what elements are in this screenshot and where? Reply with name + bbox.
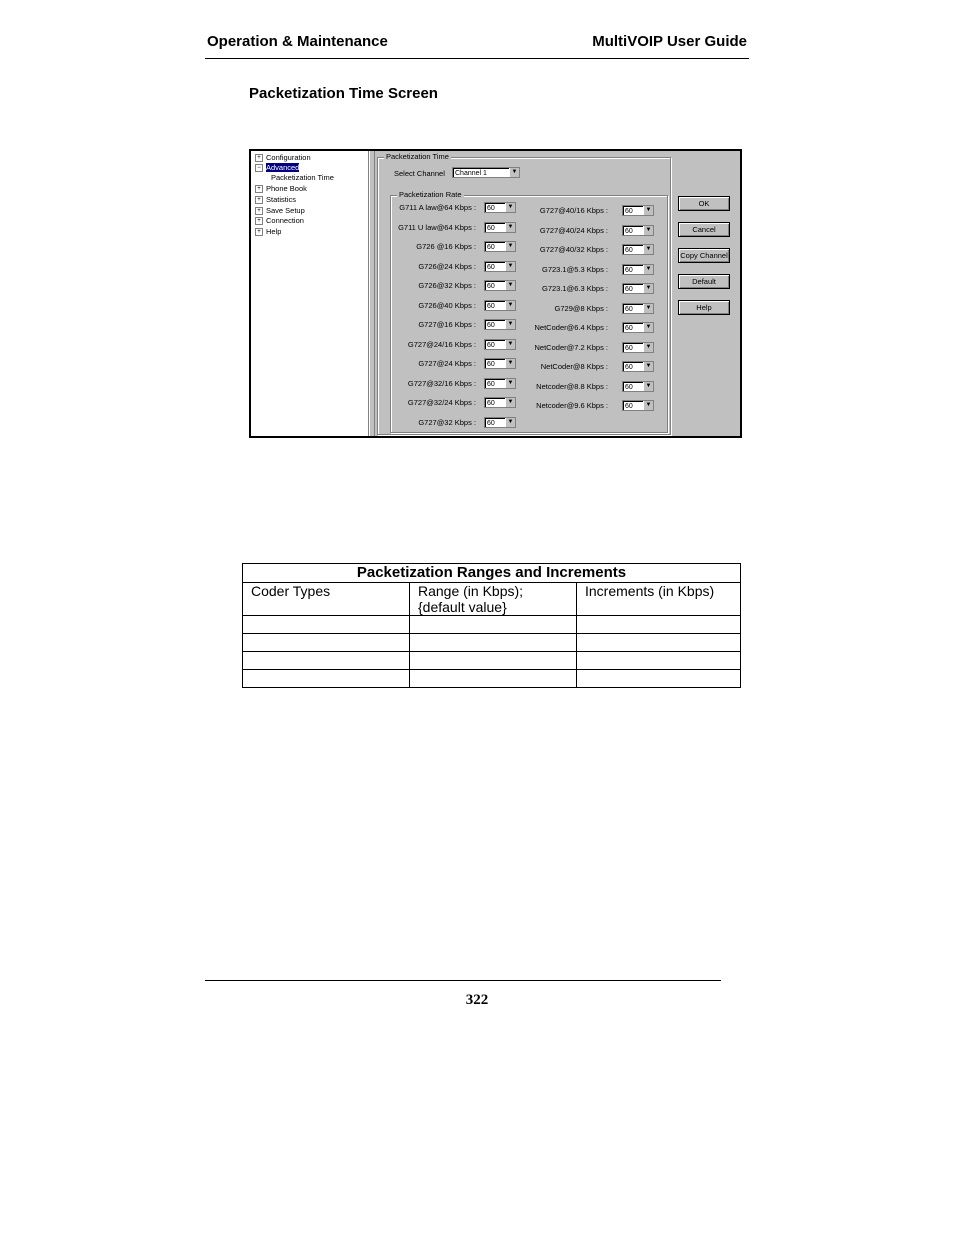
dropdown-arrow-icon[interactable]: ▼ bbox=[505, 398, 515, 407]
coder-label: G727@32/16 Kbps : bbox=[407, 378, 476, 388]
packetization-select[interactable]: 60 ▼ bbox=[484, 300, 516, 311]
header-right: MultiVOIP User Guide bbox=[592, 33, 747, 50]
packetization-select[interactable]: 60 ▼ bbox=[622, 205, 654, 216]
packetization-select[interactable]: 60 ▼ bbox=[622, 342, 654, 353]
expand-icon[interactable]: + bbox=[255, 228, 263, 236]
dropdown-arrow-icon[interactable]: ▼ bbox=[643, 206, 653, 215]
table-cell bbox=[410, 634, 577, 652]
expand-icon[interactable]: + bbox=[255, 217, 263, 225]
dropdown-arrow-icon[interactable]: ▼ bbox=[643, 245, 653, 254]
table-cell bbox=[243, 652, 410, 670]
table-row bbox=[243, 616, 741, 634]
packetization-select[interactable]: 60 ▼ bbox=[484, 280, 516, 291]
table-cell bbox=[577, 616, 741, 634]
packetization-select[interactable]: 60 ▼ bbox=[484, 202, 516, 213]
packetization-select[interactable]: 60 ▼ bbox=[622, 361, 654, 372]
dropdown-arrow-icon[interactable]: ▼ bbox=[643, 382, 653, 391]
dropdown-arrow-icon[interactable]: ▼ bbox=[505, 203, 515, 212]
coder-label: G727@24 Kbps : bbox=[418, 359, 476, 368]
coder-label: G726 @16 Kbps : bbox=[416, 242, 476, 251]
expand-icon[interactable]: + bbox=[255, 207, 263, 215]
packetization-select[interactable]: 60 ▼ bbox=[484, 397, 516, 408]
tree-item-statistics[interactable]: + Statistics bbox=[255, 195, 296, 205]
coder-label: G727@40/24 Kbps : bbox=[539, 225, 608, 235]
tree-item-save-setup[interactable]: + Save Setup bbox=[255, 206, 305, 216]
tree-item-help[interactable]: + Help bbox=[255, 227, 281, 237]
column-header-coder-types: Coder Types bbox=[243, 583, 410, 616]
splitter[interactable] bbox=[369, 151, 375, 436]
column-header-range: Range (in Kbps); {default value} bbox=[410, 583, 577, 616]
expand-icon[interactable]: + bbox=[255, 154, 263, 162]
column-header-increments: Increments (in Kbps) bbox=[577, 583, 741, 616]
coder-label: G727@32/24 Kbps : bbox=[407, 398, 476, 407]
dropdown-arrow-icon[interactable]: ▼ bbox=[505, 340, 515, 349]
table-cell bbox=[243, 670, 410, 688]
header-rule bbox=[205, 58, 749, 59]
coder-label: G727@16 Kbps : bbox=[418, 320, 476, 329]
dropdown-arrow-icon[interactable]: ▼ bbox=[505, 242, 515, 251]
header-left: Operation & Maintenance bbox=[207, 33, 388, 50]
default-button[interactable]: Default bbox=[678, 274, 730, 289]
copy-channel-button[interactable]: Copy Channel bbox=[678, 248, 730, 263]
packetization-select[interactable]: 60 ▼ bbox=[622, 283, 654, 294]
navigation-tree bbox=[251, 151, 369, 436]
packetization-select[interactable]: 60 ▼ bbox=[622, 244, 654, 255]
channel-select[interactable]: Channel 1 ▼ bbox=[452, 167, 520, 178]
dropdown-arrow-icon[interactable]: ▼ bbox=[643, 401, 653, 410]
coder-label: G711 A law@64 Kbps : bbox=[399, 203, 476, 212]
cancel-button[interactable]: Cancel bbox=[678, 222, 730, 237]
coder-label: Netcoder@8.8 Kbps : bbox=[536, 381, 608, 391]
dropdown-arrow-icon[interactable]: ▼ bbox=[509, 168, 519, 177]
table-cell bbox=[243, 634, 410, 652]
tree-item-advanced[interactable]: − Advanced bbox=[255, 163, 299, 173]
packetization-screenshot bbox=[249, 149, 742, 438]
coder-label: NetCoder@7.2 Kbps : bbox=[534, 342, 608, 352]
packetization-select[interactable]: 60 ▼ bbox=[622, 303, 654, 314]
table-cell bbox=[410, 616, 577, 634]
collapse-icon[interactable]: − bbox=[255, 164, 263, 172]
dropdown-arrow-icon[interactable]: ▼ bbox=[643, 362, 653, 371]
packetization-select[interactable]: 60 ▼ bbox=[484, 358, 516, 369]
coder-label: G727@40/32 Kbps : bbox=[539, 245, 608, 254]
coder-label: G726@24 Kbps : bbox=[418, 261, 476, 271]
dropdown-arrow-icon[interactable]: ▼ bbox=[505, 418, 515, 427]
packetization-time-group: Packetization Time bbox=[377, 157, 671, 435]
table-row bbox=[243, 670, 741, 688]
dropdown-arrow-icon[interactable]: ▼ bbox=[505, 320, 515, 329]
dropdown-arrow-icon[interactable]: ▼ bbox=[643, 284, 653, 293]
packetization-select[interactable]: 60 ▼ bbox=[484, 241, 516, 252]
tree-item-packetization-time[interactable]: Packetization Time bbox=[271, 173, 334, 182]
coder-label: G723.1@6.3 Kbps : bbox=[542, 284, 608, 293]
table-cell bbox=[577, 652, 741, 670]
packetization-rate-group: Packetization Rate bbox=[390, 195, 668, 433]
dropdown-arrow-icon[interactable]: ▼ bbox=[643, 304, 653, 313]
packetization-select[interactable]: 60 ▼ bbox=[622, 381, 654, 392]
dropdown-arrow-icon[interactable]: ▼ bbox=[505, 281, 515, 290]
select-channel-label: Select Channel bbox=[394, 169, 445, 178]
table-row bbox=[243, 652, 741, 670]
coder-label: G729@8 Kbps : bbox=[554, 303, 608, 313]
table-cell bbox=[243, 616, 410, 634]
dropdown-arrow-icon[interactable]: ▼ bbox=[505, 262, 515, 271]
packetization-select[interactable]: 60 ▼ bbox=[622, 264, 654, 275]
coder-label: G727@24/16 Kbps : bbox=[407, 339, 476, 349]
footer-rule bbox=[205, 980, 721, 981]
coder-label: NetCoder@6.4 Kbps : bbox=[534, 323, 608, 332]
packetization-select[interactable]: 60 ▼ bbox=[484, 222, 516, 233]
packetization-select[interactable]: 60 ▼ bbox=[622, 322, 654, 333]
packetization-select[interactable]: 60 ▼ bbox=[484, 339, 516, 350]
dropdown-arrow-icon[interactable]: ▼ bbox=[505, 379, 515, 388]
help-button[interactable]: Help bbox=[678, 300, 730, 315]
dropdown-arrow-icon[interactable]: ▼ bbox=[505, 301, 515, 310]
coder-label: NetCoder@8 Kbps : bbox=[540, 362, 608, 371]
packetization-ranges-table bbox=[242, 563, 741, 688]
tree-item-configuration[interactable]: + Configuration bbox=[255, 153, 311, 163]
coder-label: Netcoder@9.6 Kbps : bbox=[536, 401, 608, 410]
packetization-select[interactable]: 60 ▼ bbox=[484, 261, 516, 272]
packetization-select[interactable]: 60 ▼ bbox=[622, 225, 654, 236]
ok-button[interactable]: OK bbox=[678, 196, 730, 211]
packetization-select[interactable]: 60 ▼ bbox=[622, 400, 654, 411]
dropdown-arrow-icon[interactable]: ▼ bbox=[643, 265, 653, 274]
coder-label: G727@40/16 Kbps : bbox=[539, 206, 608, 215]
tree-item-phone-book[interactable]: + Phone Book bbox=[255, 184, 307, 194]
packetization-select[interactable]: 60 ▼ bbox=[484, 319, 516, 330]
packetization-select[interactable]: 60 ▼ bbox=[484, 378, 516, 389]
table-cell bbox=[577, 670, 741, 688]
table-cell bbox=[410, 670, 577, 688]
coder-label: G726@32 Kbps : bbox=[418, 281, 476, 290]
coder-label: G723.1@5.3 Kbps : bbox=[542, 264, 608, 274]
tree-item-connection[interactable]: + Connection bbox=[255, 216, 304, 226]
coder-label: G727@32 Kbps : bbox=[418, 417, 476, 427]
expand-icon[interactable]: + bbox=[255, 196, 263, 204]
page-number: 322 bbox=[465, 992, 489, 1008]
coder-label: G726@40 Kbps : bbox=[418, 300, 476, 310]
table-row bbox=[243, 634, 741, 652]
table-cell bbox=[577, 634, 741, 652]
table-cell bbox=[410, 652, 577, 670]
expand-icon[interactable]: + bbox=[255, 185, 263, 193]
coder-label: G711 U law@64 Kbps : bbox=[398, 222, 476, 232]
table-title: Packetization Ranges and Increments bbox=[243, 564, 741, 583]
section-title: Packetization Time Screen bbox=[249, 85, 438, 102]
dropdown-arrow-icon[interactable]: ▼ bbox=[505, 359, 515, 368]
dropdown-arrow-icon[interactable]: ▼ bbox=[505, 223, 515, 232]
packetization-select[interactable]: 60 ▼ bbox=[484, 417, 516, 428]
dropdown-arrow-icon[interactable]: ▼ bbox=[643, 323, 653, 332]
dropdown-arrow-icon[interactable]: ▼ bbox=[643, 226, 653, 235]
dropdown-arrow-icon[interactable]: ▼ bbox=[643, 343, 653, 352]
